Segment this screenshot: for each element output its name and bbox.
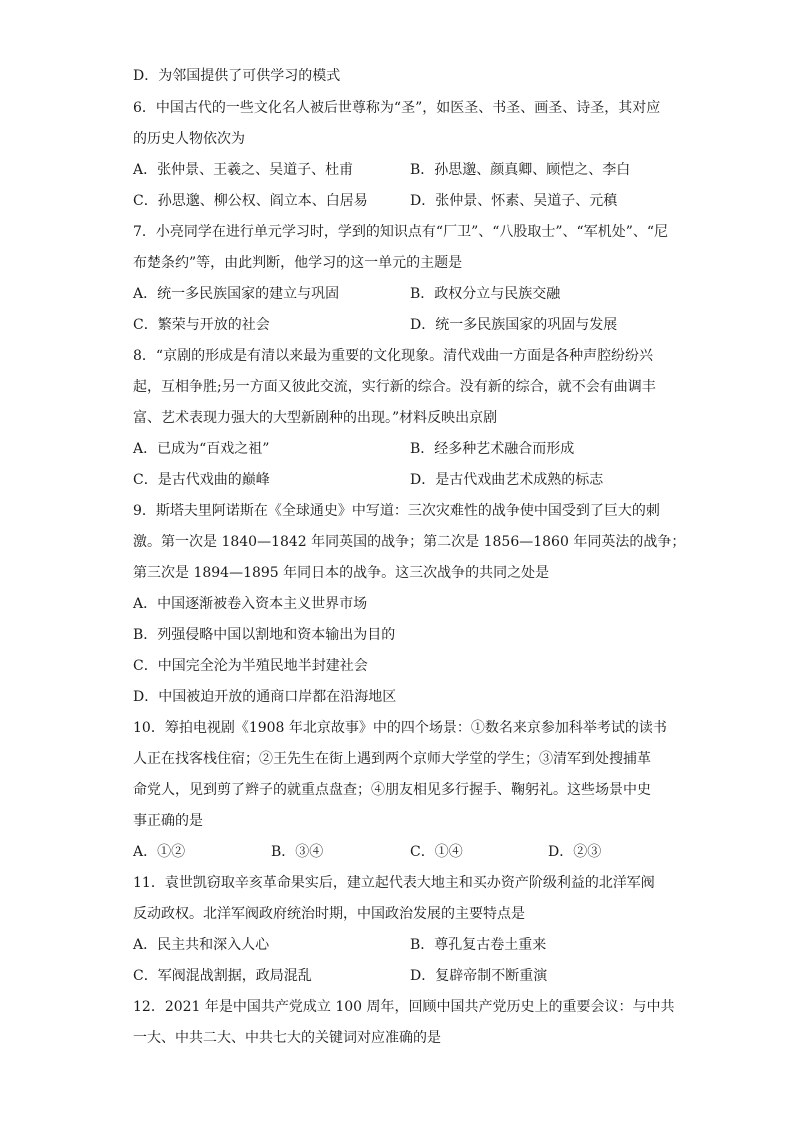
q8-stem-line-2: 起，互相争胜;另一方面又彼此交流，实行新的综合。没有新的综合，就不会有曲调丰 xyxy=(133,379,656,395)
q11-option-b: B．尊孔复古卷土重来 xyxy=(410,937,547,953)
q11-option-d: D．复辟帝制不断重演 xyxy=(410,968,548,984)
q6-stem-line-2: 的历史人物依次为 xyxy=(133,131,245,147)
q10-option-a: A．①② xyxy=(133,844,186,860)
q11-option-a: A．民主共和深入人心 xyxy=(133,937,270,953)
q11-stem-line-1: 11．袁世凯窃取辛亥革命果实后，建立起代表大地主和买办资产阶级利益的北洋军阀 xyxy=(133,875,655,891)
q7-option-d: D．统一多民族国家的巩固与发展 xyxy=(410,317,618,333)
q10-stem-line-1: 10．筹拍电视剧《1908 年北京故事》中的四个场景：①数名来京参加科举考试的读书 xyxy=(133,720,667,736)
q9-stem-line-2: 激。第一次是 1840—1842 年同英国的战争；第二次是 1856—1860 年同英法的战争； xyxy=(133,534,686,550)
q10-stem-line-4: 事正确的是 xyxy=(133,813,203,829)
q9-option-c: C．中国完全沦为半殖民地半封建社会 xyxy=(133,658,368,674)
q10-stem-line-2: 人正在找客栈住宿；②王先生在街上遇到两个京师大学堂的学生；③清军到处搜捕革 xyxy=(133,751,651,767)
q8-option-c: C．是古代戏曲的巅峰 xyxy=(133,472,270,488)
q6-stem-line-1: 6．中国古代的一些文化名人被后世尊称为“圣”，如医圣、书圣、画圣、诗圣，其对应 xyxy=(133,100,661,116)
q7-stem-line-1: 7．小亮同学在进行单元学习时，学到的知识点有“厂卫”、“八股取士”、“军机处”、“尼 xyxy=(133,224,669,240)
q7-option-a: A．统一多民族国家的建立与巩固 xyxy=(133,286,340,302)
q9-option-a: A．中国逐渐被卷入资本主义世界市场 xyxy=(133,596,368,612)
q10-option-b: B．③④ xyxy=(271,844,324,860)
q9-stem-line-3: 第三次是 1894—1895 年同日本的战争。这三次战争的共同之处是 xyxy=(133,565,550,581)
q5-option-d: D．为邻国提供了可供学习的模式 xyxy=(133,68,341,84)
q9-stem-line-1: 9．斯塔夫里阿诺斯在《全球通史》中写道：三次灾难性的战争使中国受到了巨大的刺 xyxy=(133,503,660,519)
q11-stem-line-2: 反动政权。北洋军阀政府统治时期，中国政治发展的主要特点是 xyxy=(133,906,525,922)
q8-stem-line-3: 富、艺术表现力强大的大型新剧种的出现。”材料反映出京剧 xyxy=(133,410,498,426)
q10-stem-line-3: 命党人，见到剪了辫子的就重点盘查；④朋友相见多行握手、鞠躬礼。这些场景中史 xyxy=(133,782,651,798)
q9-option-d: D．中国被迫开放的通商口岸都在沿海地区 xyxy=(133,689,397,705)
q6-option-b: B．孙思邈、颜真卿、顾恺之、李白 xyxy=(410,162,631,178)
q11-option-c: C．军阀混战割据，政局混乱 xyxy=(133,968,312,984)
q7-option-b: B．政权分立与民族交融 xyxy=(410,286,561,302)
q8-option-a: A．已成为“百戏之祖” xyxy=(133,441,270,457)
q7-stem-line-2: 布楚条约”等，由此判断，他学习的这一单元的主题是 xyxy=(133,255,463,271)
q10-option-d: D．②③ xyxy=(548,844,602,860)
q10-option-c: C．①④ xyxy=(410,844,463,860)
q7-option-c: C．繁荣与开放的社会 xyxy=(133,317,270,333)
q6-option-c: C．孙思邈、柳公权、阎立本、白居易 xyxy=(133,193,368,209)
q8-option-b: B．经多种艺术融合而形成 xyxy=(410,441,575,457)
q8-stem-line-1: 8．“京剧的形成是有清以来最为重要的文化现象。清代戏曲一方面是各种声腔纷纷兴 xyxy=(133,348,654,364)
q6-option-d: D．张仲景、怀素、吴道子、元稹 xyxy=(410,193,618,209)
q12-stem-line-2: 一大、中共二大、中共七大的关键词对应准确的是 xyxy=(133,1030,441,1046)
q12-stem-line-1: 12．2021 年是中国共产党成立 100 周年，回顾中国共产党历史上的重要会议：与中共 xyxy=(133,999,675,1015)
q6-option-a: A．张仲景、王羲之、吴道子、杜甫 xyxy=(133,162,354,178)
q8-option-d: D．是古代戏曲艺术成熟的标志 xyxy=(410,472,604,488)
q9-option-b: B．列强侵略中国以割地和资本输出为目的 xyxy=(133,627,396,643)
